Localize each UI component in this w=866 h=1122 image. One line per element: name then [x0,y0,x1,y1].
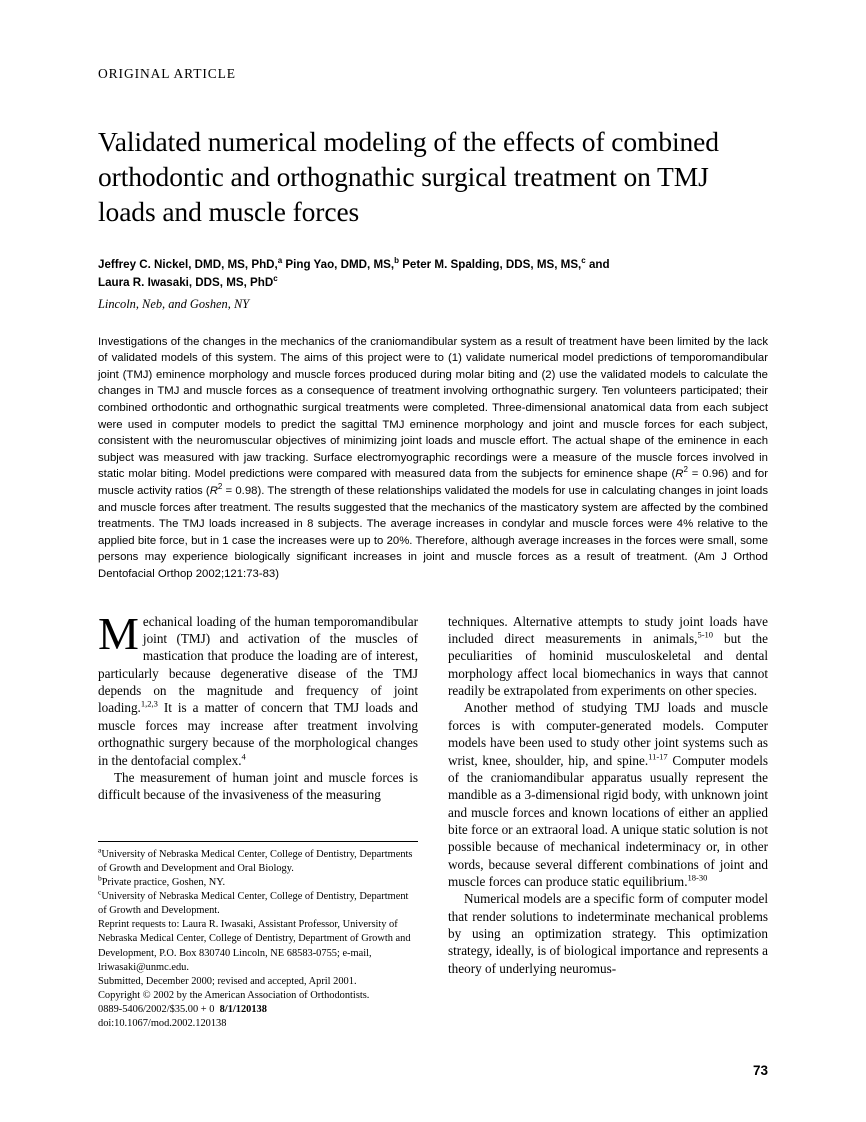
citation-1-2-3: 1,2,3 [140,699,158,710]
footnote-c [98,887,418,918]
models-text-a: Another method of studying TMJ loads and muscle forces is with computer-generated models. Computer models have been used to study other joint systems such as wrist, knee, shoulder, hip, and spine. [448,700,768,768]
footnote-submitted-dates: Submitted, December 2000; revised and accepted, April 2001. [98,975,357,987]
footnote-a-text: University of Nebraska Medical Center, College of Dentistry, Departments of Growth and Development and Oral Biology. [98,848,413,874]
footnote-issn-line [98,1003,418,1017]
paragraph-intro [98,607,418,769]
intro-text-b: It is a matter of concern that TMJ loads and muscle forces may increase after treatment involving orthognathic surgery because of the morphological changes in the dentofacial complex. [98,700,418,768]
right-column-text [448,613,768,978]
footnote-a [98,845,418,876]
paragraph-numerical-models: Numerical models are a specific form of computer model that render solutions to indeterminate mechanical problems by using an optimization strategy. This optimization strategy, ideally, is of biological importance and represents a theory of underlying neuromus- [448,891,768,976]
citation-11-17: 11-17 [648,751,668,762]
abstract-part-3: = 0.98). The strength of these relationships validated the models for use in calculating changes in joint loads and muscle forces after treatment. The results suggested that the mechanics of the masticatory system are affected by the combined treatments. The TMJ loads increased in 8 subjects. The average increases in condylar and muscle forces were 4% relative to the applied bite force, but in 1 case the increases were up to 20%. Therefore, although average increases in the forces were small, some persons may experience biologically significant increases in joint and muscle forces as a result of treatment. (Am J Orthod Dentofacial Orthop 2002;121:73-83) [98,484,769,581]
affiliation-cities: Lincoln, Neb, and Goshen, NY [98,296,250,311]
footnote-reprint-requests: Reprint requests to: Laura R. Iwasaki, Assistant Professor, University of Nebraska Medical Center, College of Dentistry, Department of Growth and Development, P.O. Box 830740 Lincoln, NE 68583-0755; e-mail, lriwasaki@unmc.edu. [98,919,411,973]
column-right [448,613,768,1032]
abstract-part-2: = 0.96) and for muscle activity ratios ( [98,468,768,497]
footnote-copyright: Copyright © 2002 by the American Association of Orthodontists. [98,990,370,1002]
abstract [98,334,768,583]
footnote-c-marker: c [98,887,102,897]
author-3: Peter M. Spalding, DDS, MS, MS, [398,257,582,271]
abstract-r-squared-2-exp: 2 [217,482,223,492]
author-2: Ping Yao, DMD, MS, [282,257,395,271]
body-columns [98,607,768,1032]
article-kicker: ORIGINAL ARTICLE [98,66,236,81]
abstract-r-squared-1: R [675,468,684,481]
page-title: Validated numerical modeling of the effects of combined orthodontic and orthognathic surgical treatment on TMJ loads and muscle forces [98,126,719,228]
intro-text-a: echanical loading of the human temporomandibular joint (TMJ) and activation of the muscles of mastication that produce the loading are of interest, particularly because degenerative disease of the TMJ depends on the magnitude and frequency of joint loading. [98,613,418,716]
citation-18-30: 18-30 [687,872,708,883]
paragraph-measurement: The measurement of human joint and muscle forces is difficult because of the invasiveness of the measuring [98,769,418,803]
abstract-part-1: Investigations of the changes in the mechanics of the craniomandibular system as a result of treatment have been limited by the lack of validated models of this system. The aims of this project were to (1) validate numerical model predictions of temporomandibular joint (TMJ) eminence morphology and muscle forces produced during molar biting and (2) use the validated models to calculate the changes in TMJ and muscle forces as a consequence of treatment involving orthognathic surgery. Ten volunteers participated; their combined orthodontic and orthognathic surgical treatments were completed. Three-dimensional anatomical data from each subject were used in computer models to predict the sagittal TMJ eminence morphology and joint and muscle forces for each subject, consistent with the neuromuscular objectives of minimizing joint loads and muscle effort. The actual shape of the eminence in each subject was measured with jaw tracking. Surface electromyographic recordings were a measure of the muscle forces involved in static molar biting. Model predictions were compared with measured data from the subjects for eminence shape ( [98,335,768,481]
page-number: 73 [752,1063,768,1078]
footnote-b-text: Private practice, Goshen, NY. [101,876,226,888]
author-1-affil-marker: a [277,255,283,265]
author-4: Laura R. Iwasaki, DDS, MS, PhD [98,275,274,289]
author-2-affil-marker: b [394,255,399,265]
author-list [98,256,768,292]
models-text-b: Computer models of the craniomandibular apparatus usually represent the mandible as a 3-dimensional rigid body, with unknown joint and muscle forces and known locations of either an applied bite force or an extraoral load. A unique static solution is not possible because of mechanical indeterminacy or, in other words, because several different combinations of joint and muscle forces can produce static equilibrium. [448,752,768,890]
abstract-r-squared-1-exp: 2 [683,465,688,475]
column-left [98,607,418,1032]
author-conjunction: and [585,257,610,271]
footnote-b [98,873,418,890]
citation-4: 4 [241,751,246,762]
citation-5-10: 5-10 [697,629,714,640]
abstract-r-squared-2: R [209,484,218,497]
footnote-article-id: 8/1/120138 [219,1004,267,1016]
techniques-text-a: techniques. Alternative attempts to study joint loads have included direct measurements in animals, [448,613,768,646]
footnote-doi: doi:10.1067/mod.2002.120138 [98,1018,227,1030]
left-column-text [98,607,418,823]
footnote-c-text: University of Nebraska Medical Center, College of Dentistry, Department of Growth and Development. [98,891,409,917]
footnote-b-marker: b [98,873,102,883]
techniques-text-b: but the peculiarities of hominid musculoskeletal and dental morphology affect local biomechanics in ways that cannot readily be extrapolated from experiments on other species. [448,631,768,699]
paragraph-computer-models [448,699,768,890]
footnotes [98,841,418,1032]
paragraph-techniques [448,613,768,700]
author-4-affil-marker: c [273,273,278,283]
author-1: Jeffrey C. Nickel, DMD, MS, PhD, [98,257,278,271]
drop-cap: M [98,607,139,659]
footnote-a-marker: a [98,845,102,855]
footnote-issn: 0889-5406/2002/$35.00 + 0 [98,1004,215,1016]
author-3-affil-marker: c [581,255,586,265]
